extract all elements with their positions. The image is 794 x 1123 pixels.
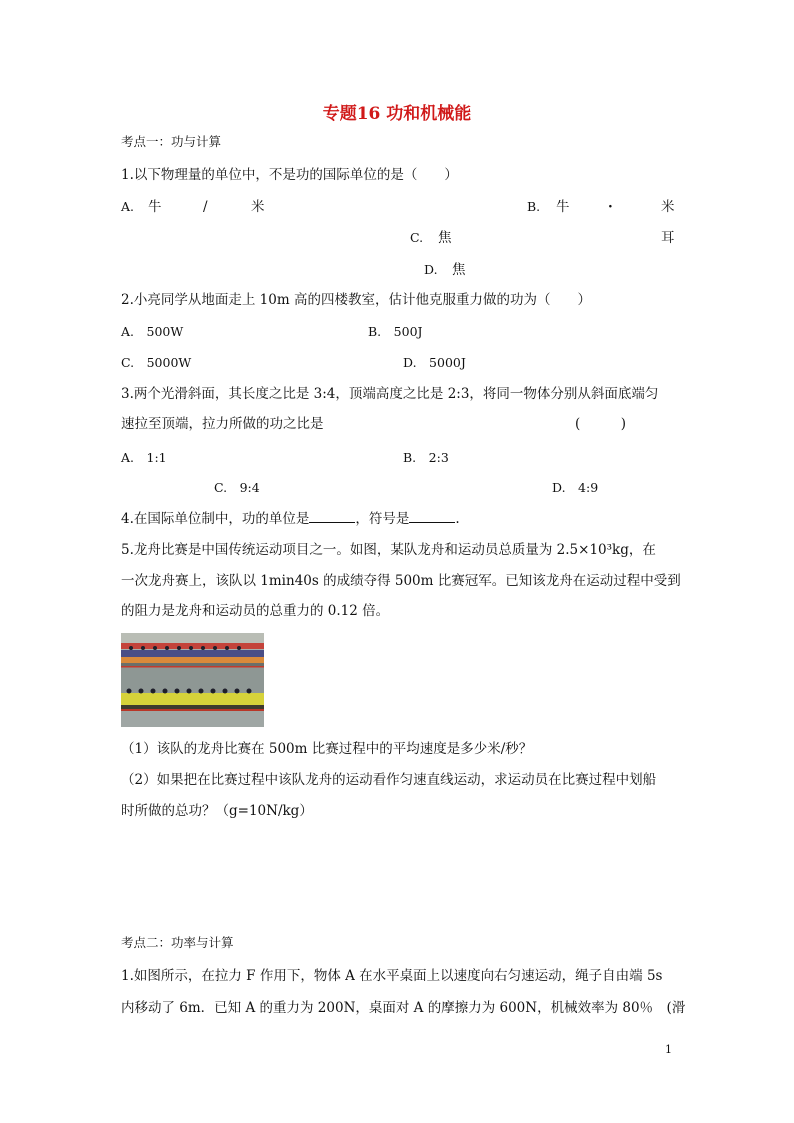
- q1-option-c-letter: C.: [410, 230, 424, 245]
- q1-option-c-part1: 焦: [438, 230, 452, 246]
- q4-text-2: ，符号是: [355, 511, 410, 527]
- q3-option-c: C. 9:4: [214, 480, 260, 495]
- q2-option-d: D. 5000J: [403, 355, 466, 370]
- question-5-sub1: （1）该队的龙舟比赛在 500m 比赛过程中的平均速度是多少米/秒？: [121, 741, 533, 757]
- question-5-line2: 一次龙舟赛上，该队以 1min40s 的成绩夺得 500m 比赛冠军。已知该龙舟在运动过程中受到: [121, 573, 681, 589]
- q2-option-a: A. 500W: [121, 324, 184, 339]
- question-3-stem-line1: 3.两个光滑斜面，其长度之比是 3:4，顶端高度之比是 2:3，将同一物体分别从斜面底端匀: [121, 386, 659, 402]
- q4-text-1: 4.在国际单位制中，功的单位是: [121, 511, 310, 527]
- question-2-stem: 2.小亮同学从地面走上 10m 高的四楼教室，估计他克服重力做的功为（ ）: [121, 292, 591, 308]
- q1-option-b-part2: ·: [608, 199, 613, 215]
- question-3-stem-line2: 速拉至顶端，拉力所做的功之比是: [121, 416, 324, 432]
- section2-question-1-line2: 内移动了 6m．已知 A 的重力为 200N，桌面对 A 的摩擦力为 600N，机械效率为 80％ (滑: [121, 1000, 686, 1016]
- question-5-sub2-line1: （2）如果把在比赛过程中该队龙舟的运动看作匀速直线运动，求运动员在比赛过程中划船: [121, 772, 657, 788]
- q1-option-d-letter: D.: [424, 262, 438, 277]
- section2-question-1-line1: 1.如图所示，在拉力 F 作用下，物体 A 在水平桌面上以速度向右匀速运动，绳子自由端 5s: [121, 968, 663, 984]
- q3-option-a: A. 1:1: [121, 450, 167, 465]
- question-3-answer-paren: ( ): [575, 416, 627, 432]
- page-number: 1: [665, 1043, 672, 1056]
- section-heading-1: 考点一：功与计算: [121, 134, 222, 149]
- question-1-stem: 1.以下物理量的单位中，不是功的国际单位的是（ ）: [121, 167, 458, 183]
- q3-option-b: B. 2:3: [403, 450, 449, 465]
- question-5-sub2-line2: 时所做的总功？（g=10N/kg）: [121, 803, 313, 819]
- q1-option-c-part2: 耳: [661, 230, 675, 246]
- question-4: [121, 510, 460, 528]
- q1-option-a-part2: /: [203, 199, 208, 215]
- q1-option-b-part3: 米: [661, 199, 675, 215]
- section-heading-2: 考点二：功率与计算: [121, 935, 234, 950]
- q1-option-b-letter: B.: [527, 199, 541, 214]
- page-title: 专题16 功和机械能: [322, 104, 472, 124]
- q1-option-d-part1: 焦: [452, 262, 466, 278]
- q2-option-b: B. 500J: [368, 324, 423, 339]
- q4-text-3: .: [455, 511, 460, 527]
- q4-blank-unit: [309, 510, 355, 523]
- q1-option-a-letter: A.: [121, 199, 135, 214]
- q1-option-a-part1: 牛: [148, 199, 162, 215]
- q2-option-c: C. 5000W: [121, 355, 192, 370]
- q4-blank-symbol: [409, 510, 455, 523]
- q1-option-b-part1: 牛: [556, 199, 570, 215]
- q3-option-d: D. 4:9: [552, 480, 599, 495]
- question-5-line1: 5.龙舟比赛是中国传统运动项目之一。如图，某队龙舟和运动员总质量为 2.5×10³kg，在: [121, 542, 656, 558]
- question-5-line3: 的阻力是龙舟和运动员的总重力的 0.12 倍。: [121, 603, 390, 619]
- q1-option-a-part3: 米: [251, 199, 265, 215]
- dragon-boat-photo: [121, 633, 264, 727]
